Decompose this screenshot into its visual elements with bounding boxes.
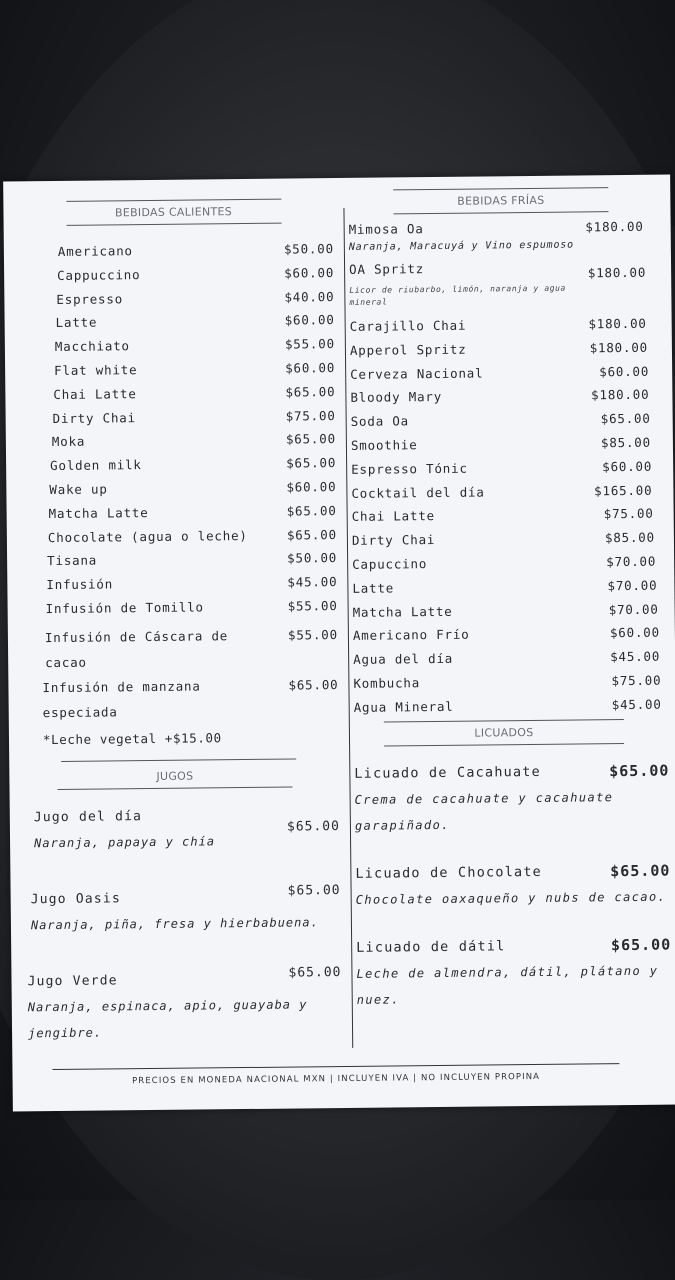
right-column bbox=[348, 187, 672, 1035]
menu-item: Cocktail del día $165.00 bbox=[351, 482, 653, 501]
menu-item: Espresso $40.00 bbox=[56, 288, 335, 307]
shake-item: Licuado de dátil $65.00 Leche de almendra, dátil, plátano y nuez. bbox=[356, 935, 672, 1007]
menu-item: Infusión de Cáscara de cacao $55.00 bbox=[44, 626, 338, 670]
shake-item: Licuado de Chocolate $65.00 Chocolate oaxaqueño y nubs de cacao. bbox=[355, 861, 671, 907]
menu-item: Matcha Latte $65.00 bbox=[48, 502, 337, 521]
menu-item: Capuccino $70.00 bbox=[352, 553, 657, 572]
cold-drinks-title: BEBIDAS FRÍAS bbox=[393, 187, 608, 214]
menu-item: Cappuccino $60.00 bbox=[57, 264, 335, 283]
menu-item: Macchiato $55.00 bbox=[54, 336, 335, 355]
plant-milk-note: *Leche vegetal +$15.00 bbox=[42, 730, 222, 747]
menu-item: Latte $70.00 bbox=[352, 577, 658, 596]
menu-item: Chai Latte $65.00 bbox=[53, 383, 336, 402]
shakes-list bbox=[354, 757, 672, 1012]
menu-item: Agua del día $45.00 bbox=[353, 648, 661, 668]
price-footer: PRECIOS EN MONEDA NACIONAL MXN | INCLUYEN IVA | NO INCLUYEN PROPINA bbox=[52, 1063, 619, 1087]
menu-item: Americano Frío $60.00 bbox=[352, 625, 660, 644]
menu-item: Smoothie $85.00 bbox=[350, 434, 651, 453]
menu-item: Latte $60.00 bbox=[55, 312, 335, 331]
menu-item: OA Spritz $180.00 bbox=[349, 261, 647, 281]
menu-item: Cerveza Nacional $60.00 bbox=[350, 363, 650, 382]
menu-item: Infusión de Tomillo $55.00 bbox=[45, 597, 338, 617]
menu-item: Soda Oa $65.00 bbox=[350, 410, 651, 430]
left-column bbox=[13, 198, 342, 1072]
menu-item: Bloody Mary $180.00 bbox=[350, 387, 650, 406]
menu-item-description: Licor de riubarbo, limón, naranja y agua mineral bbox=[349, 283, 566, 307]
hot-drinks-title: BEBIDAS CALIENTES bbox=[66, 199, 281, 226]
menu-item-description: Naranja, Maracuyá y Vino espumoso bbox=[348, 239, 574, 253]
menu-item: Americano $50.00 bbox=[57, 241, 334, 259]
menu-item: Agua Mineral $45.00 bbox=[353, 696, 662, 715]
juices-title: JUGOS bbox=[57, 763, 292, 789]
juice-item: Jugo Oasis $65.00 Naranja, piña, fresa y hierbabuena. bbox=[30, 882, 341, 933]
menu-item: Tisana $50.00 bbox=[47, 550, 338, 569]
shake-item: Licuado de Cacahuate $65.00 Crema de cacahuate y cacahuate garapiñado. bbox=[354, 761, 670, 833]
cold-drinks-list bbox=[349, 218, 669, 720]
divider bbox=[61, 758, 296, 761]
menu-item: Dirty Chai $75.00 bbox=[52, 407, 336, 426]
juices-list bbox=[20, 803, 342, 1046]
menu-item: Infusión de manzana especiada $65.00 bbox=[42, 676, 339, 720]
menu-item: Dirty Chai $85.00 bbox=[351, 529, 655, 549]
shakes-title: LICUADOS bbox=[384, 719, 624, 747]
menu-item: Infusión $45.00 bbox=[46, 574, 338, 593]
menu-item: Chocolate (agua o leche) $65.00 bbox=[47, 526, 337, 545]
menu-item: Flat white $60.00 bbox=[54, 360, 336, 378]
menu-item: Wake up $60.00 bbox=[49, 479, 337, 498]
menu-item: Espresso Tónic $60.00 bbox=[351, 458, 653, 477]
menu-item: Golden milk $65.00 bbox=[50, 455, 337, 474]
juice-item: Jugo Verde $65.00 Naranja, espinaca, apio, guayaba y jengibre. bbox=[27, 964, 342, 1041]
menu-item: Matcha Latte $70.00 bbox=[352, 601, 659, 620]
menu-item: Kombucha $75.00 bbox=[353, 672, 662, 691]
menu-item: Moka $65.00 bbox=[51, 431, 336, 450]
menu-sheet bbox=[3, 175, 675, 1112]
menu-item: Mimosa Oa $180.00 bbox=[348, 218, 644, 237]
menu-item: Chai Latte $75.00 bbox=[351, 506, 654, 525]
hot-drinks-list bbox=[14, 237, 339, 751]
menu-item: Apperol Spritz $180.00 bbox=[349, 339, 648, 358]
juice-item: Jugo del día Naranja, papaya y chía $65.00 bbox=[33, 808, 340, 850]
menu-item: Carajillo Chai $180.00 bbox=[349, 315, 647, 334]
